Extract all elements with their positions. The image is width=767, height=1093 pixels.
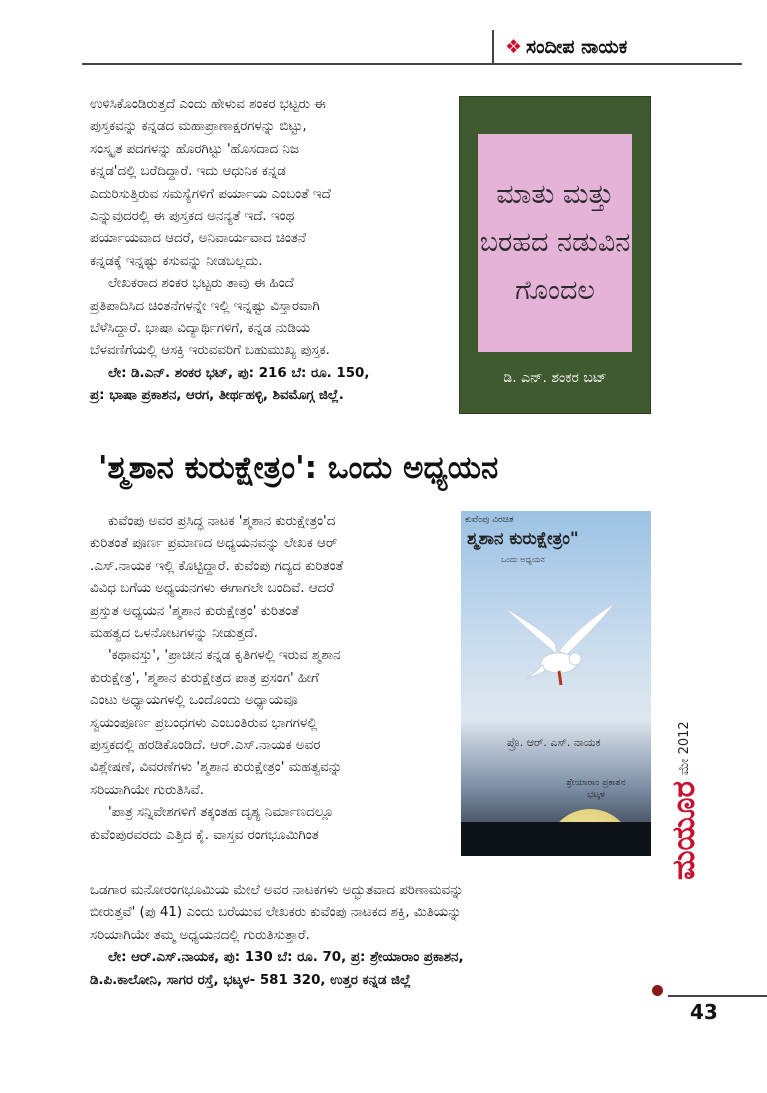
article2-line: ಮಹತ್ವದ ಒಳನೋಟಗಳನ್ನು ನೀಡುತ್ತದೆ. [90,626,258,642]
article2-line: ಎಂಟು ಅಧ್ಯಾಯಗಳಲ್ಲಿ ಒಂದೊಂದು ಅಧ್ಯಾಯವೂ [90,693,298,709]
article2-line: 'ಪಾತ್ರ ಸನ್ನಿವೇಶಗಳಿಗೆ ತಕ್ಕಂತಹ ದೃಶ್ಯ ನಿರ್ಮಾಣದಲ್ಲೂ [108,805,334,821]
article2-body-narrow [90,511,452,847]
review1-body [90,94,452,408]
book-cover-author: ಪ್ರೊ. ಆರ್. ಎಸ್. ನಾಯಕ [507,736,601,749]
diamond-bullet-icon: ❖ [505,36,523,58]
running-head [505,36,627,58]
header-rule [82,63,742,65]
review1-line: ಎನ್ನುವುದರಲ್ಲಿ ಈ ಪುಸ್ತಕದ ಅನನ್ಯತೆ ಇದೆ. ಇಂಥ [90,209,295,225]
dove-icon [497,599,617,709]
article2-line: ಬೀರುತ್ತವೆ' (ಪು 41) ಎಂದು ಬರೆಯುವ ಲೇಖಕರು ಕುವೆಂಪು ನಾಟಕದ ಶಕ್ತಿ, ಮಿತಿಯನ್ನು [90,905,462,921]
book-cover-author: ಡಿ. ಎನ್. ಶಂಕರ ಬಟ್ [503,370,607,386]
review1-line: ಪ್ರತಿಪಾದಿಸಿದ ಚಿಂತನೆಗಳನ್ನೇ ಇಲ್ಲಿ ಇನ್ನಷ್ಟು ವಿಸ್ತಾರವಾಗಿ [90,298,320,314]
article2-body-wide [90,880,646,992]
article2-credits: ಡಿ.ಪಿ.ಕಾಲೋನಿ, ಸಾಗರ ರಸ್ತೆ, ಭಟ್ಕಳ- 581 320, ಉತ್ತರ ಕನ್ನಡ ಜಿಲ್ಲೆ [90,972,411,988]
page-number: 43 [690,1000,718,1024]
book-cover-title-line: ಗೊಂದಲ [515,275,595,306]
article2-line: ಸರಿಯಾಗಿಯೇ ಗುರುತಿಸಿವೆ. [90,782,205,798]
article2-line: ಪ್ರಸ್ತುತ ಅಧ್ಯಯನ 'ಶ್ಮಶಾನ ಕುರುಕ್ಷೇತ್ರಂ' ಕುರಿತಂತೆ [90,603,299,619]
review1-line: ಲೇಖಕರಾದ ಶಂಕರ ಭಟ್ಟರು ತಾವು ಈ ಹಿಂದೆ [108,276,294,292]
review1-line: ಬೆಳವಣಿಗೆಯಲ್ಲಿ ಆಸಕ್ತಿ ಇರುವವರಿಗೆ ಬಹುಮುಖ್ಯ ಪುಸ್ತಕ. [90,343,330,359]
article2-line: ವಿಶ್ಲೇಷಣೆ, ವಿವರಣೆಗಳು 'ಶ್ಮಶಾನ ಕುರುಕ್ಷೇತ್ರಂ' ಮಹತ್ವವನ್ನು [90,760,343,776]
book-cover-title-line: ಮಾತು ಮತ್ತು [496,179,614,210]
review1-line: ಎದುರಿಸುತ್ತಿರುವ ಸಮಸ್ಯೆಗಳಿಗೆ ಪರ್ಯಾಯ ಎಂಬಂತೆ ಇದೆ [90,186,331,202]
footer-bullet-icon [652,985,663,996]
book-cover-title-line: ಬರಹದ ನಡುವಿನ [479,227,631,258]
book-cover-publisher-name: ಶ್ರೇಯಾರಾಂ ಪ್ರಕಾಶನ [566,778,626,788]
book-cover-maatu-mattu-barahada [459,96,651,414]
magazine-brand: ಮಯೂರ [665,781,702,880]
review1-credits: ಲೇ: ಡಿ.ಎನ್. ಶಂಕರ ಭಟ್, ಪು: 216 ಬೆ: ರೂ. 150, [108,365,370,381]
book-cover-series: ಕುವೆಂಪು ವಿರಚಿತ [465,515,514,525]
book-cover-title-panel [478,134,632,352]
header-divider-vertical [492,30,494,64]
issue-date: ಮೇ 2012 [676,721,692,776]
review1-line: ಪುಸ್ತಕವನ್ನು ಕನ್ನಡದ ಮಹಾಪ್ರಾಣಾಕ್ಷರಗಳನ್ನು ಬಿಟ್ಟು, [90,119,307,135]
book-cover-publisher-place: ಭಟ್ಕಳ [587,790,605,800]
review1-line: ಉಳಿಸಿಕೊಂಡಿರುತ್ತದೆ ಎಂದು ಹೇಳುವ ಶಂಕರ ಭಟ್ಟರು ಈ [90,97,326,112]
article2-line: ಪುಸ್ತಕದಲ್ಲಿ ಹರಡಿಕೊಂಡಿದೆ. ಆರ್.ಎಸ್.ನಾಯಕ ಅವರ [90,738,321,754]
article2-line: ಕುರಿತಂತೆ ಪೂರ್ಣ ಪ್ರಮಾಣದ ಅಧ್ಯಯನವನ್ನು ಲೇಖಕ ಆರ್ [90,536,338,552]
article2-line: ವಿವಿಧ ಬಗೆಯ ಅಧ್ಯಯನಗಳು ಈಗಾಗಲೇ ಬಂದಿವೆ. ಆದರೆ [90,581,334,597]
book-cover-shmashana-kurukshetram [461,511,651,856]
article2-line: ಸರಿಯಾಗಿಯೇ ತಮ್ಮ ಅಧ್ಯಯನದಲ್ಲಿ ಗುರುತಿಸುತ್ತಾರೆ. [90,927,310,943]
book-cover-subtitle: ಒಂದು ಅಧ್ಯಯನ [501,555,545,564]
article2-line: 'ಕಥಾವಸ್ತು', 'ಪ್ರಾಚೀನ ಕನ್ನಡ ಕೃತಿಗಳಲ್ಲಿ ಇರುವ ಶ್ಮಶಾನ [108,648,341,664]
article2-credits: ಲೇ: ಆರ್.ಎಸ್.ನಾಯಕ, ಪು: 130 ಬೆ: ರೂ. 70, ಪ್ರ: ಶ್ರೇಯಾರಾಂ ಪ್ರಕಾಶನ, [108,950,464,966]
book-cover-publisher [551,777,641,801]
book-cover-title: ಶ್ಮಶಾನ ಕುರುಕ್ಷೇತ್ರಂ" [467,529,579,549]
article-title: 'ಶ್ಮಶಾನ ಕುರುಕ್ಷೇತ್ರಂ': ಒಂದು ಅಧ್ಯಯನ [98,450,499,486]
review1-line: ಬೆಳೆಸಿದ್ದಾರೆ. ಭಾಷಾ ವಿದ್ಯಾರ್ಥಿಗಳಿಗೆ, ಕನ್ನಡ ನುಡಿಯ [90,321,311,337]
article2-line: .ಎಸ್.ನಾಯಕ ಇಲ್ಲಿ ಕೊಟ್ಟಿದ್ದಾರೆ. ಕುವೆಂಪು ಗದ್ಯದ ಕುರಿತಂತೆ [90,558,344,574]
review1-line: ಕನ್ನಡ'ದಲ್ಲಿ ಬರೆದಿದ್ದಾರೆ. ಇದು ಆಧುನಿಕ ಕನ್ನಡ [90,164,286,180]
running-head-title: ಸಂದೀಪ ನಾಯಕ [526,36,628,58]
article2-line: ಕುರುಕ್ಷೇತ್ರ', 'ಶ್ಮಶಾನ ಕುರುಕ್ಷೇತ್ರದ ಪಾತ್ರ ಪ್ರಸಂಗ' ಹೀಗೆ [90,670,319,686]
footer-rule [668,995,767,997]
article2-line: ಕುವೆಂಪುರವರದು ಎತ್ತಿದ ಕೈ. ವಾಸ್ತವ ರಂಗಭೂಮಿಗಿಂತ [90,827,319,843]
review1-line: ಪರ್ಯಾಯವಾದ ಆದರೆ, ಅನಿವಾರ್ಯವಾದ ಚಿಂತನೆ [90,231,306,247]
article2-line: ಕುವೆಂಪು ಅವರ ಪ್ರಸಿದ್ಧ ನಾಟಕ 'ಶ್ಮಶಾನ ಕುರುಕ್ಷೇತ್ರಂ'ದ [108,514,336,529]
review1-line: ಕನ್ನಡಕ್ಕೆ ಇನ್ನಷ್ಟು ಕಸುವನ್ನು ನೀಡಬಲ್ಲದು. [90,253,263,269]
review1-credits: ಪ್ರ: ಭಾಷಾ ಪ್ರಕಾಶನ, ಆರಗ, ತೀರ್ಥಹಳ್ಳಿ, ಶಿವಮೊಗ್ಗ ಜಿಲ್ಲೆ. [90,388,344,404]
article2-line: ಒಡಗಾರ ಮನೋರಂಗಭೂಮಿಯ ಮೇಲೆ ಅವರ ನಾಟಕಗಳು ಅದ್ಭುತವಾದ ಪರಿಣಾಮವನ್ನು [90,883,464,898]
review1-line: ಸಂಸ್ಕೃತ ಪದಗಳನ್ನು ಹೊರಗಿಟ್ಟು 'ಹೊಸದಾದ ನಿಜ [90,141,299,157]
skyline-illustration [461,822,651,856]
magazine-masthead [659,721,709,880]
article2-line: ಸ್ವಯಂಪೂರ್ಣ ಪ್ರಬಂಧಗಳು ಎಂಬಂತಿರುವ ಭಾಗಗಳಲ್ಲಿ [90,715,318,731]
